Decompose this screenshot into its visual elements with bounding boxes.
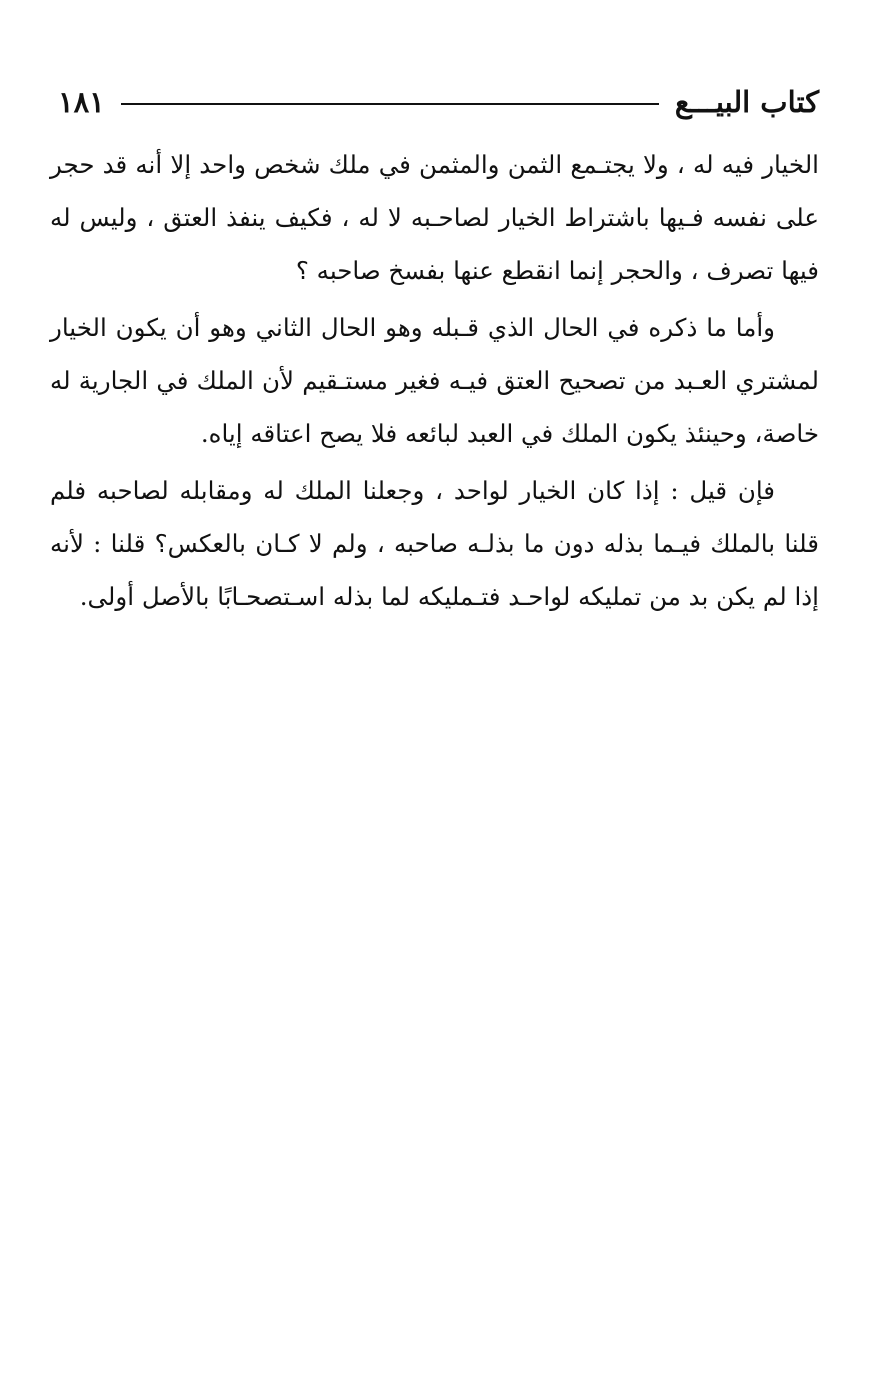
paragraph-3: فإن قيل : إذا كان الخيار لواحد ، وجعلنا الملك له ومقابله لصاحبه فلم قلنا بالملك فيـما بذله دون ما بذلـه صاحبه ، ولم لا كـان بالعكس؟ قلنا : لأنه إذا لم يكن بد من تمليكه لواحـد فتـمليكه لما بذله اسـتصحـابًا بالأصل أولى. <box>50 476 819 611</box>
running-header <box>58 78 819 126</box>
paragraph-1: الخيار فيه له ، ولا يجتـمع الثمن والمثمن في ملك شخص واحد إلا أنه قد حجر على نفسه فـيها باشتراط الخيار لصاحـبه لا له ، فكيف ينفذ العتق ، وليس له فيها تصرف ، والحجر إنما انقطع عنها بفسخ صاحبه ؟ <box>50 150 819 285</box>
header-rule <box>121 103 659 105</box>
page-number: ١٨١ <box>58 85 105 119</box>
body-text <box>50 138 819 627</box>
chapter-title: كتاب البيـــع <box>674 85 819 119</box>
paragraph-2: وأما ما ذكره في الحال الذي قـبله وهو الحال الثاني وهو أن يكون الخيار لمشتري العـبد من تصحيح العتق فيـه فغير مستـقيم لأن الملك في الجارية له خاصة، وحينئذ يكون الملك في العبد لبائعه فلا يصح اعتاقه إياه. <box>50 313 819 448</box>
